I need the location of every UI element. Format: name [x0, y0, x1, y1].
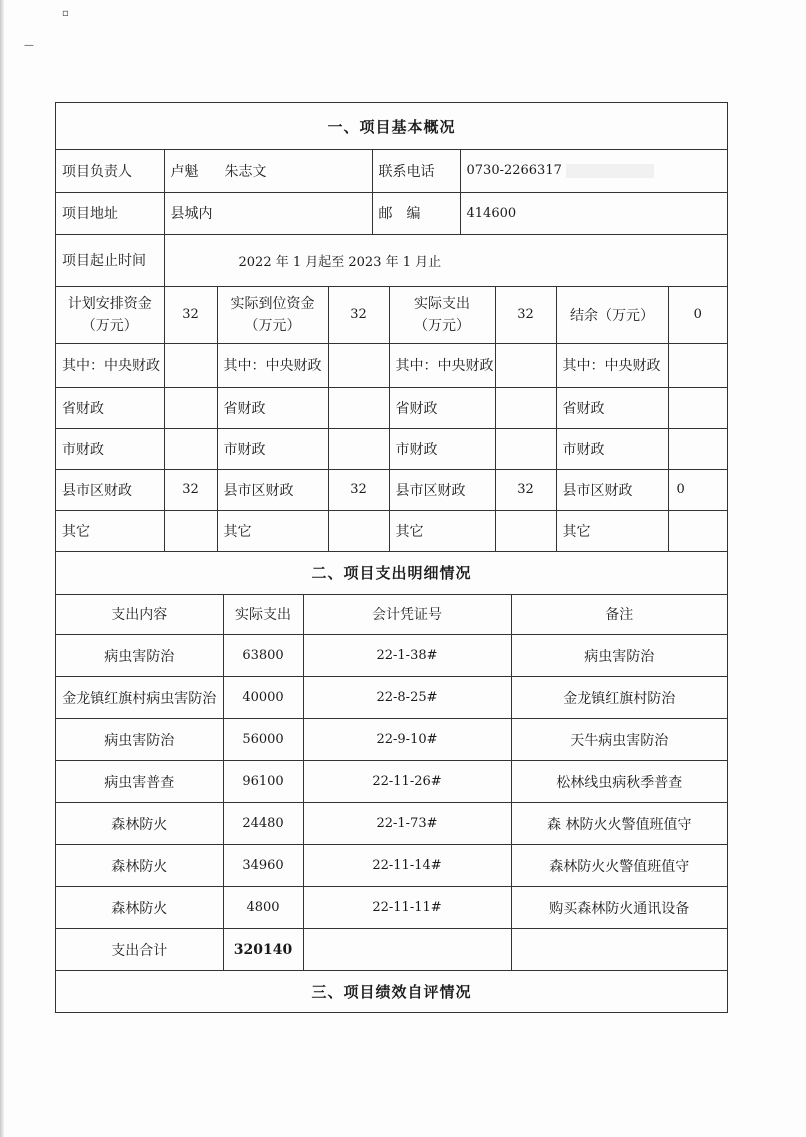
funds-cell-value: [668, 428, 727, 469]
expense-amount: 4800: [223, 887, 303, 929]
period-table: [56, 235, 727, 288]
table-row: [56, 803, 727, 845]
period-value: 2022 年 1 月起至 2023 年 1 月止: [164, 235, 727, 287]
funds-cell-label: 其它: [389, 510, 495, 551]
phone-label: 联系电话: [372, 150, 460, 192]
funds-cell-value: 0: [668, 469, 727, 510]
received-funds-label: 实际到位资金 （万元）: [217, 287, 328, 343]
funds-cell-label: 省财政: [217, 387, 328, 428]
table-row: [56, 845, 727, 887]
section-1-title: 一、项目基本概况: [56, 103, 727, 150]
phone-value: 0730-2266317: [466, 163, 562, 179]
funds-row-other: [56, 510, 727, 551]
funds-cell-value: [495, 510, 556, 551]
total-value: 320140: [223, 929, 303, 971]
table-row: [56, 761, 727, 803]
postcode-label: 邮 编: [372, 192, 460, 234]
basic-info-table: [56, 150, 727, 235]
funds-cell-label: 县市区财政: [389, 469, 495, 510]
project-form: [55, 102, 728, 1013]
expense-voucher: 22-11-26#: [303, 761, 511, 803]
expense-header-row: [56, 595, 727, 635]
expense-note: 森林防火火警值班值守: [511, 845, 727, 887]
expense-amount: 96100: [223, 761, 303, 803]
funds-cell-label: 市财政: [217, 428, 328, 469]
funds-cell-value: [164, 510, 217, 551]
funds-row-county: [56, 469, 727, 510]
funds-cell-label: 县市区财政: [217, 469, 328, 510]
address-value: 县城内: [164, 192, 372, 234]
expense-content: 森林防火: [56, 845, 223, 887]
expense-amount: 63800: [223, 635, 303, 677]
funds-cell-label: 市财政: [56, 428, 164, 469]
actual-spend-label: 实际支出 （万元）: [389, 287, 495, 343]
funds-row-central: [56, 343, 727, 387]
planned-funds-value: 32: [164, 287, 217, 343]
funds-cell-label: 省财政: [556, 387, 668, 428]
expense-voucher: 22-1-38#: [303, 635, 511, 677]
table-row: [56, 677, 727, 719]
balance-label: 结余（万元）: [556, 287, 668, 343]
postcode-value: 414600: [460, 192, 727, 234]
funds-cell-value: [668, 387, 727, 428]
manager-value: [164, 150, 372, 192]
expense-voucher: 22-1-73#: [303, 803, 511, 845]
funds-cell-label: 省财政: [389, 387, 495, 428]
funds-cell-label: 其中：中央财政: [217, 343, 328, 387]
balance-value: 0: [668, 287, 727, 343]
funds-cell-label: 其中：中央财政: [56, 343, 164, 387]
expense-note: 松林线虫病秋季普查: [511, 761, 727, 803]
column-header: 会计凭证号: [303, 595, 511, 635]
expense-note: 病虫害防治: [511, 635, 727, 677]
manager-1: 卢魁: [170, 163, 199, 180]
funds-cell-label: 其它: [556, 510, 668, 551]
manager-row: [56, 150, 727, 192]
funds-cell-value: [164, 343, 217, 387]
expense-note: 购买森林防火通讯设备: [511, 887, 727, 929]
expense-content: 金龙镇红旗村病虫害防治: [56, 677, 223, 719]
funds-cell-value: [328, 343, 389, 387]
funds-cell-value: [164, 387, 217, 428]
address-row: [56, 192, 727, 234]
funds-cell-value: [328, 428, 389, 469]
expense-amount: 40000: [223, 677, 303, 719]
expense-content: 森林防火: [56, 887, 223, 929]
expense-voucher: 22-11-14#: [303, 845, 511, 887]
scan-speck-icon: ▫: [62, 8, 69, 19]
funds-cell-value: [328, 387, 389, 428]
funds-cell-label: 县市区财政: [56, 469, 164, 510]
expense-amount: 34960: [223, 845, 303, 887]
section-3-title: 三、项目绩效自评情况: [311, 983, 472, 1001]
funds-cell-value: 32: [328, 469, 389, 510]
expense-content: 病虫害防治: [56, 719, 223, 761]
funds-cell-value: [164, 428, 217, 469]
funds-cell-value: [495, 387, 556, 428]
total-row: [56, 929, 727, 971]
funds-cell-value: [668, 510, 727, 551]
address-label: 项目地址: [56, 192, 164, 234]
funds-cell-value: [668, 343, 727, 387]
manager-2: 朱志文: [224, 163, 267, 180]
funds-cell-value: [328, 510, 389, 551]
received-funds-value: 32: [328, 287, 389, 343]
planned-funds-label: 计划安排资金 （万元）: [56, 287, 164, 343]
expense-note: 天牛病虫害防治: [511, 719, 727, 761]
funds-cell-label: 其中：中央财政: [389, 343, 495, 387]
expense-note: 金龙镇红旗村防治: [511, 677, 727, 719]
expense-voucher: 22-8-25#: [303, 677, 511, 719]
funds-cell-label: 其中：中央财政: [556, 343, 668, 387]
funds-cell-label: 市财政: [556, 428, 668, 469]
scan-speck-icon: —: [24, 40, 34, 51]
table-row: [56, 887, 727, 929]
actual-spend-value: 32: [495, 287, 556, 343]
funds-cell-value: [495, 428, 556, 469]
expense-content: 森林防火: [56, 803, 223, 845]
total-empty: [511, 929, 727, 971]
expense-content: 病虫害普查: [56, 761, 223, 803]
funds-row-province: [56, 387, 727, 428]
funds-cell-label: 省财政: [56, 387, 164, 428]
period-label: 项目起止时间: [56, 235, 164, 287]
funds-cell-label: 县市区财政: [556, 469, 668, 510]
expense-note: 森 林防火火警值班值守: [511, 803, 727, 845]
column-header: 支出内容: [56, 595, 223, 635]
expense-table: [56, 595, 727, 972]
total-label: 支出合计: [56, 929, 223, 971]
expense-content: 病虫害防治: [56, 635, 223, 677]
expense-voucher: 22-9-10#: [303, 719, 511, 761]
funds-cell-value: 32: [495, 469, 556, 510]
table-row: [56, 635, 727, 677]
expense-amount: 24480: [223, 803, 303, 845]
scan-edge: [0, 0, 4, 1137]
funds-cell-label: 其它: [217, 510, 328, 551]
funds-cell-label: 市财政: [389, 428, 495, 469]
expense-voucher: 22-11-11#: [303, 887, 511, 929]
funds-cell-value: [495, 343, 556, 387]
funds-cell-label: 其它: [56, 510, 164, 551]
section-2-title: 二、项目支出明细情况: [56, 552, 727, 595]
period-row: [56, 235, 727, 287]
funds-row-city: [56, 428, 727, 469]
manager-label: 项目负责人: [56, 150, 164, 192]
funds-header-row: [56, 287, 727, 343]
table-row: [56, 719, 727, 761]
expense-amount: 56000: [223, 719, 303, 761]
funds-cell-value: 32: [164, 469, 217, 510]
column-header: 实际支出: [223, 595, 303, 635]
column-header: 备注: [511, 595, 727, 635]
phone-cell: [460, 150, 727, 192]
total-empty: [303, 929, 511, 971]
funds-table: [56, 287, 727, 552]
redaction-block: [566, 164, 654, 178]
